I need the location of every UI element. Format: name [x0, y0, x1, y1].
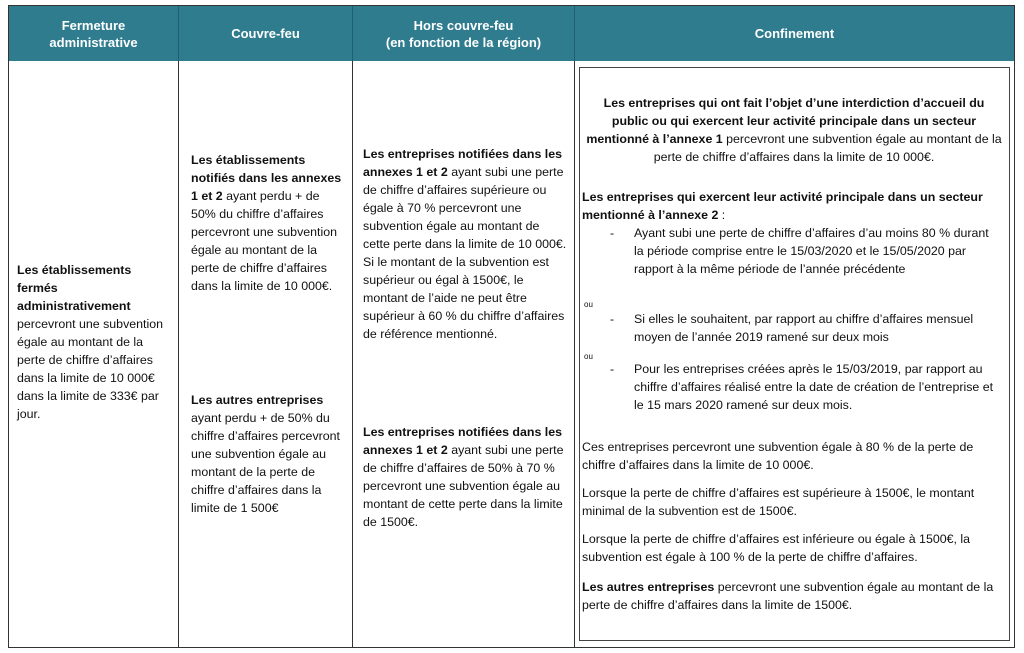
header-confinement: Confinement: [754, 26, 835, 41]
couvre-feu-block-1: Les établissements notifiés dans les annexes 1 et 2 ayant perdu + de 50% du chiffre d’affaires percevront une subvention égale au montant de la perte de chiffre d’affaires dans la limite de 10 000€.: [191, 153, 342, 293]
or-label: ou: [584, 300, 593, 309]
confinement-p3: Ces entreprises percevront une subvention égale à 80 % de la perte de chiffre d’affaires dans la limite de 10 000€.: [582, 440, 974, 472]
cell-fermeture: [9, 61, 179, 647]
couvre-feu-block-2: Les autres entreprises ayant perdu + de 50% du chiffre d’affaires percevront une subvention égale au montant de la perte de chiffre d’affaires dans la limite de 1 500€: [191, 393, 340, 515]
confinement-p4: Lorsque la perte de chiffre d’affaires est supérieure à 1500€, le montant minimal de la subvention est de 1500€.: [582, 486, 975, 518]
hors-couvre-feu-block-1: Les entreprises notifiées dans les annexes 1 et 2 ayant subi une perte de chiffre d’affaires supérieure ou égale à 70 % percevront une subvention égale au montant de cette perte dans la limite de 10 000€. Si le montant de la subvention est supérieur ou égal à 1500€, le montant de l’aide ne peut être supérieur à 60 % du chiffre d’affaires de référence mentionné.: [363, 147, 567, 341]
confinement-bullet-3: Pour les entreprises créées après le 15/03/2019, par rapport au chiffre d’affaires réalisé entre la date de création de l’entreprise et le 15 mars 2020 ramené sur deux mois.: [634, 362, 994, 412]
confinement-p1: Les entreprises qui ont fait l’objet d’une interdiction d’accueil du public ou qui exercent leur activité principale dans un secteur mentionné à l’annexe 1 percevront une subvention égale au montant de la perte de chiffre d’affaires dans la limite de 10 000€.: [586, 96, 1002, 164]
header-fermeture: Fermeture administrative: [9, 6, 179, 61]
table-header: [9, 6, 1014, 61]
aid-table: [8, 5, 1015, 648]
bullet-dash: -: [610, 362, 615, 376]
cell-confinement: [575, 61, 1014, 647]
table-row: [9, 61, 1014, 647]
cell-couvre-feu: [179, 61, 353, 647]
header-hors-couvre-feu: Hors couvre-feu (en fonction de la région): [353, 6, 575, 61]
header-couvre-feu: Couvre-feu: [179, 6, 353, 61]
confinement-p5: Lorsque la perte de chiffre d’affaires est inférieure ou égale à 1500€, la subvention est égale à 100 % de la perte de chiffre d’affaires.: [582, 532, 971, 564]
bullet-dash: -: [610, 312, 615, 326]
fermeture-text: Les établissements fermés administrativement percevront une subvention égale au montant de la perte de chiffre d’affaires dans la limite de 10 000€ dans la limite de 333€ par jour.: [17, 263, 164, 421]
confinement-p6: Les autres entreprises percevront une subvention égale au montant de la perte de chiffre d’affaires dans la limite de 1500€.: [582, 580, 994, 612]
confinement-box: [579, 67, 1010, 641]
bullet-dash: -: [610, 226, 615, 240]
confinement-p2: Les entreprises qui exercent leur activité principale dans un secteur mentionné à l’annexe 2 :: [582, 190, 983, 222]
cell-hors-couvre-feu: [353, 61, 575, 647]
confinement-bullet-1: Ayant subi une perte de chiffre d’affaires d’au moins 80 % durant la période comprise entre le 15/03/2020 et le 15/05/2020 par rapport à la même période de l’année précédente: [634, 226, 989, 276]
hors-couvre-feu-block-2: Les entreprises notifiées dans les annexes 1 et 2 ayant subi une perte de chiffre d’affaires de 50% à 70 % percevront une subvention égale au montant de cette perte dans la limite de 1500€.: [363, 425, 564, 529]
or-label: ou: [584, 352, 593, 361]
confinement-bullet-2: Si elles le souhaitent, par rapport au chiffre d’affaires mensuel moyen de l’année 2019 ramené sur deux mois: [634, 312, 974, 344]
